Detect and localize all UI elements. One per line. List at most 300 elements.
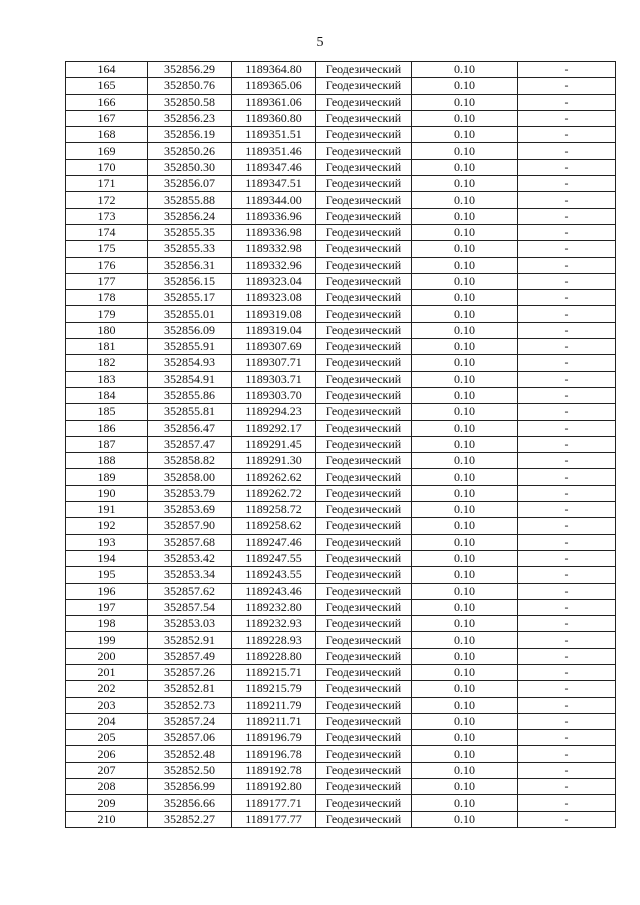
x-coordinate-cell: 352855.35 xyxy=(148,224,232,240)
description-cell: - xyxy=(518,632,616,648)
table-row xyxy=(66,746,616,762)
y-coordinate-cell: 1189258.72 xyxy=(232,502,316,518)
method-cell: Геодезический xyxy=(316,469,412,485)
table-row xyxy=(66,648,616,664)
accuracy-cell: 0.10 xyxy=(412,143,518,159)
y-coordinate-cell: 1189215.79 xyxy=(232,681,316,697)
x-coordinate-cell: 352856.31 xyxy=(148,257,232,273)
x-coordinate-cell: 352854.93 xyxy=(148,355,232,371)
method-cell: Геодезический xyxy=(316,143,412,159)
point-number-cell: 184 xyxy=(66,387,148,403)
point-number-cell: 185 xyxy=(66,404,148,420)
description-cell: - xyxy=(518,62,616,78)
method-cell: Геодезический xyxy=(316,62,412,78)
x-coordinate-cell: 352856.66 xyxy=(148,795,232,811)
x-coordinate-cell: 352853.42 xyxy=(148,550,232,566)
accuracy-cell: 0.10 xyxy=(412,339,518,355)
x-coordinate-cell: 352857.90 xyxy=(148,518,232,534)
accuracy-cell: 0.10 xyxy=(412,762,518,778)
y-coordinate-cell: 1189307.69 xyxy=(232,339,316,355)
accuracy-cell: 0.10 xyxy=(412,306,518,322)
accuracy-cell: 0.10 xyxy=(412,224,518,240)
y-coordinate-cell: 1189192.78 xyxy=(232,762,316,778)
description-cell: - xyxy=(518,795,616,811)
accuracy-cell: 0.10 xyxy=(412,355,518,371)
y-coordinate-cell: 1189232.93 xyxy=(232,616,316,632)
description-cell: - xyxy=(518,143,616,159)
point-number-cell: 187 xyxy=(66,436,148,452)
description-cell: - xyxy=(518,713,616,729)
y-coordinate-cell: 1189294.23 xyxy=(232,404,316,420)
method-cell: Геодезический xyxy=(316,306,412,322)
y-coordinate-cell: 1189323.04 xyxy=(232,273,316,289)
method-cell: Геодезический xyxy=(316,583,412,599)
description-cell: - xyxy=(518,730,616,746)
point-number-cell: 203 xyxy=(66,697,148,713)
x-coordinate-cell: 352856.23 xyxy=(148,110,232,126)
description-cell: - xyxy=(518,387,616,403)
method-cell: Геодезический xyxy=(316,599,412,615)
method-cell: Геодезический xyxy=(316,224,412,240)
point-number-cell: 204 xyxy=(66,713,148,729)
y-coordinate-cell: 1189361.06 xyxy=(232,94,316,110)
x-coordinate-cell: 352853.79 xyxy=(148,485,232,501)
x-coordinate-cell: 352852.73 xyxy=(148,697,232,713)
method-cell: Геодезический xyxy=(316,713,412,729)
table-row xyxy=(66,518,616,534)
description-cell: - xyxy=(518,404,616,420)
y-coordinate-cell: 1189307.71 xyxy=(232,355,316,371)
x-coordinate-cell: 352855.01 xyxy=(148,306,232,322)
y-coordinate-cell: 1189177.71 xyxy=(232,795,316,811)
x-coordinate-cell: 352855.81 xyxy=(148,404,232,420)
accuracy-cell: 0.10 xyxy=(412,518,518,534)
x-coordinate-cell: 352853.34 xyxy=(148,567,232,583)
description-cell: - xyxy=(518,599,616,615)
accuracy-cell: 0.10 xyxy=(412,469,518,485)
table-row xyxy=(66,306,616,322)
point-number-cell: 195 xyxy=(66,567,148,583)
description-cell: - xyxy=(518,616,616,632)
method-cell: Геодезический xyxy=(316,550,412,566)
accuracy-cell: 0.10 xyxy=(412,746,518,762)
table-row xyxy=(66,664,616,680)
description-cell: - xyxy=(518,322,616,338)
description-cell: - xyxy=(518,567,616,583)
y-coordinate-cell: 1189228.93 xyxy=(232,632,316,648)
y-coordinate-cell: 1189336.96 xyxy=(232,208,316,224)
method-cell: Геодезический xyxy=(316,110,412,126)
description-cell: - xyxy=(518,94,616,110)
table-row xyxy=(66,355,616,371)
x-coordinate-cell: 352857.24 xyxy=(148,713,232,729)
x-coordinate-cell: 352857.06 xyxy=(148,730,232,746)
point-number-cell: 193 xyxy=(66,534,148,550)
table-row xyxy=(66,387,616,403)
y-coordinate-cell: 1189291.45 xyxy=(232,436,316,452)
accuracy-cell: 0.10 xyxy=(412,616,518,632)
accuracy-cell: 0.10 xyxy=(412,62,518,78)
table-row xyxy=(66,485,616,501)
point-number-cell: 196 xyxy=(66,583,148,599)
table-row xyxy=(66,550,616,566)
x-coordinate-cell: 352857.62 xyxy=(148,583,232,599)
y-coordinate-cell: 1189347.46 xyxy=(232,159,316,175)
accuracy-cell: 0.10 xyxy=(412,159,518,175)
method-cell: Геодезический xyxy=(316,730,412,746)
description-cell: - xyxy=(518,78,616,94)
description-cell: - xyxy=(518,746,616,762)
description-cell: - xyxy=(518,697,616,713)
accuracy-cell: 0.10 xyxy=(412,404,518,420)
x-coordinate-cell: 352852.48 xyxy=(148,746,232,762)
accuracy-cell: 0.10 xyxy=(412,730,518,746)
accuracy-cell: 0.10 xyxy=(412,257,518,273)
method-cell: Геодезический xyxy=(316,502,412,518)
y-coordinate-cell: 1189291.30 xyxy=(232,453,316,469)
point-number-cell: 201 xyxy=(66,664,148,680)
description-cell: - xyxy=(518,550,616,566)
method-cell: Геодезический xyxy=(316,339,412,355)
table-row xyxy=(66,62,616,78)
accuracy-cell: 0.10 xyxy=(412,322,518,338)
accuracy-cell: 0.10 xyxy=(412,78,518,94)
x-coordinate-cell: 352856.15 xyxy=(148,273,232,289)
x-coordinate-cell: 352855.17 xyxy=(148,290,232,306)
point-number-cell: 177 xyxy=(66,273,148,289)
y-coordinate-cell: 1189303.70 xyxy=(232,387,316,403)
method-cell: Геодезический xyxy=(316,567,412,583)
point-number-cell: 209 xyxy=(66,795,148,811)
x-coordinate-cell: 352857.49 xyxy=(148,648,232,664)
accuracy-cell: 0.10 xyxy=(412,697,518,713)
point-number-cell: 197 xyxy=(66,599,148,615)
table-row xyxy=(66,159,616,175)
description-cell: - xyxy=(518,648,616,664)
point-number-cell: 175 xyxy=(66,241,148,257)
description-cell: - xyxy=(518,420,616,436)
point-number-cell: 173 xyxy=(66,208,148,224)
method-cell: Геодезический xyxy=(316,453,412,469)
x-coordinate-cell: 352855.33 xyxy=(148,241,232,257)
table-row xyxy=(66,795,616,811)
method-cell: Геодезический xyxy=(316,192,412,208)
table-row xyxy=(66,290,616,306)
method-cell: Геодезический xyxy=(316,648,412,664)
y-coordinate-cell: 1189319.08 xyxy=(232,306,316,322)
x-coordinate-cell: 352856.47 xyxy=(148,420,232,436)
description-cell: - xyxy=(518,453,616,469)
x-coordinate-cell: 352857.26 xyxy=(148,664,232,680)
method-cell: Геодезический xyxy=(316,322,412,338)
description-cell: - xyxy=(518,127,616,143)
table-row xyxy=(66,436,616,452)
point-number-cell: 198 xyxy=(66,616,148,632)
y-coordinate-cell: 1189247.46 xyxy=(232,534,316,550)
y-coordinate-cell: 1189292.17 xyxy=(232,420,316,436)
table-row xyxy=(66,420,616,436)
point-number-cell: 188 xyxy=(66,453,148,469)
table-row xyxy=(66,176,616,192)
table-row xyxy=(66,599,616,615)
method-cell: Геодезический xyxy=(316,78,412,94)
table-row xyxy=(66,224,616,240)
y-coordinate-cell: 1189332.98 xyxy=(232,241,316,257)
method-cell: Геодезический xyxy=(316,697,412,713)
method-cell: Геодезический xyxy=(316,273,412,289)
table-row xyxy=(66,143,616,159)
point-number-cell: 180 xyxy=(66,322,148,338)
accuracy-cell: 0.10 xyxy=(412,436,518,452)
x-coordinate-cell: 352853.69 xyxy=(148,502,232,518)
coordinates-table-body xyxy=(66,62,616,828)
description-cell: - xyxy=(518,485,616,501)
table-row xyxy=(66,78,616,94)
point-number-cell: 186 xyxy=(66,420,148,436)
accuracy-cell: 0.10 xyxy=(412,811,518,827)
method-cell: Геодезический xyxy=(316,159,412,175)
x-coordinate-cell: 352850.76 xyxy=(148,78,232,94)
point-number-cell: 179 xyxy=(66,306,148,322)
method-cell: Геодезический xyxy=(316,534,412,550)
description-cell: - xyxy=(518,811,616,827)
y-coordinate-cell: 1189364.80 xyxy=(232,62,316,78)
description-cell: - xyxy=(518,208,616,224)
point-number-cell: 182 xyxy=(66,355,148,371)
table-row xyxy=(66,469,616,485)
point-number-cell: 206 xyxy=(66,746,148,762)
x-coordinate-cell: 352852.91 xyxy=(148,632,232,648)
accuracy-cell: 0.10 xyxy=(412,502,518,518)
accuracy-cell: 0.10 xyxy=(412,387,518,403)
table-row xyxy=(66,453,616,469)
accuracy-cell: 0.10 xyxy=(412,567,518,583)
table-row xyxy=(66,534,616,550)
accuracy-cell: 0.10 xyxy=(412,176,518,192)
point-number-cell: 191 xyxy=(66,502,148,518)
y-coordinate-cell: 1189211.71 xyxy=(232,713,316,729)
table-row xyxy=(66,632,616,648)
method-cell: Геодезический xyxy=(316,176,412,192)
method-cell: Геодезический xyxy=(316,387,412,403)
description-cell: - xyxy=(518,273,616,289)
method-cell: Геодезический xyxy=(316,371,412,387)
description-cell: - xyxy=(518,224,616,240)
y-coordinate-cell: 1189303.71 xyxy=(232,371,316,387)
method-cell: Геодезический xyxy=(316,779,412,795)
accuracy-cell: 0.10 xyxy=(412,599,518,615)
accuracy-cell: 0.10 xyxy=(412,779,518,795)
method-cell: Геодезический xyxy=(316,795,412,811)
y-coordinate-cell: 1189336.98 xyxy=(232,224,316,240)
accuracy-cell: 0.10 xyxy=(412,713,518,729)
description-cell: - xyxy=(518,681,616,697)
point-number-cell: 167 xyxy=(66,110,148,126)
accuracy-cell: 0.10 xyxy=(412,110,518,126)
table-row xyxy=(66,762,616,778)
method-cell: Геодезический xyxy=(316,681,412,697)
accuracy-cell: 0.10 xyxy=(412,371,518,387)
accuracy-cell: 0.10 xyxy=(412,127,518,143)
x-coordinate-cell: 352855.86 xyxy=(148,387,232,403)
x-coordinate-cell: 352856.24 xyxy=(148,208,232,224)
description-cell: - xyxy=(518,355,616,371)
method-cell: Геодезический xyxy=(316,485,412,501)
method-cell: Геодезический xyxy=(316,241,412,257)
y-coordinate-cell: 1189192.80 xyxy=(232,779,316,795)
table-row xyxy=(66,110,616,126)
method-cell: Геодезический xyxy=(316,127,412,143)
x-coordinate-cell: 352854.91 xyxy=(148,371,232,387)
description-cell: - xyxy=(518,339,616,355)
method-cell: Геодезический xyxy=(316,616,412,632)
point-number-cell: 168 xyxy=(66,127,148,143)
x-coordinate-cell: 352850.30 xyxy=(148,159,232,175)
method-cell: Геодезический xyxy=(316,746,412,762)
method-cell: Геодезический xyxy=(316,355,412,371)
x-coordinate-cell: 352856.09 xyxy=(148,322,232,338)
description-cell: - xyxy=(518,469,616,485)
table-row xyxy=(66,208,616,224)
accuracy-cell: 0.10 xyxy=(412,534,518,550)
y-coordinate-cell: 1189262.72 xyxy=(232,485,316,501)
table-row xyxy=(66,713,616,729)
y-coordinate-cell: 1189347.51 xyxy=(232,176,316,192)
accuracy-cell: 0.10 xyxy=(412,632,518,648)
x-coordinate-cell: 352852.81 xyxy=(148,681,232,697)
description-cell: - xyxy=(518,779,616,795)
accuracy-cell: 0.10 xyxy=(412,583,518,599)
table-row xyxy=(66,730,616,746)
description-cell: - xyxy=(518,159,616,175)
point-number-cell: 166 xyxy=(66,94,148,110)
point-number-cell: 171 xyxy=(66,176,148,192)
point-number-cell: 174 xyxy=(66,224,148,240)
method-cell: Геодезический xyxy=(316,664,412,680)
y-coordinate-cell: 1189262.62 xyxy=(232,469,316,485)
table-row xyxy=(66,273,616,289)
table-row xyxy=(66,257,616,273)
x-coordinate-cell: 352857.47 xyxy=(148,436,232,452)
method-cell: Геодезический xyxy=(316,420,412,436)
method-cell: Геодезический xyxy=(316,436,412,452)
description-cell: - xyxy=(518,518,616,534)
y-coordinate-cell: 1189351.46 xyxy=(232,143,316,159)
description-cell: - xyxy=(518,371,616,387)
table-row xyxy=(66,127,616,143)
x-coordinate-cell: 352855.88 xyxy=(148,192,232,208)
y-coordinate-cell: 1189232.80 xyxy=(232,599,316,615)
method-cell: Геодезический xyxy=(316,404,412,420)
accuracy-cell: 0.10 xyxy=(412,485,518,501)
table-row xyxy=(66,502,616,518)
x-coordinate-cell: 352856.07 xyxy=(148,176,232,192)
point-number-cell: 205 xyxy=(66,730,148,746)
point-number-cell: 181 xyxy=(66,339,148,355)
table-row xyxy=(66,811,616,827)
accuracy-cell: 0.10 xyxy=(412,550,518,566)
x-coordinate-cell: 352856.99 xyxy=(148,779,232,795)
y-coordinate-cell: 1189243.46 xyxy=(232,583,316,599)
method-cell: Геодезический xyxy=(316,811,412,827)
method-cell: Геодезический xyxy=(316,518,412,534)
accuracy-cell: 0.10 xyxy=(412,453,518,469)
y-coordinate-cell: 1189215.71 xyxy=(232,664,316,680)
method-cell: Геодезический xyxy=(316,762,412,778)
table-row xyxy=(66,779,616,795)
coordinates-table xyxy=(65,61,616,828)
y-coordinate-cell: 1189332.96 xyxy=(232,257,316,273)
description-cell: - xyxy=(518,241,616,257)
x-coordinate-cell: 352856.29 xyxy=(148,62,232,78)
page-number: 5 xyxy=(316,35,324,50)
point-number-cell: 200 xyxy=(66,648,148,664)
y-coordinate-cell: 1189228.80 xyxy=(232,648,316,664)
method-cell: Геодезический xyxy=(316,257,412,273)
accuracy-cell: 0.10 xyxy=(412,241,518,257)
description-cell: - xyxy=(518,436,616,452)
table-row xyxy=(66,567,616,583)
method-cell: Геодезический xyxy=(316,632,412,648)
point-number-cell: 202 xyxy=(66,681,148,697)
table-row xyxy=(66,322,616,338)
y-coordinate-cell: 1189243.55 xyxy=(232,567,316,583)
x-coordinate-cell: 352858.82 xyxy=(148,453,232,469)
table-row xyxy=(66,94,616,110)
method-cell: Геодезический xyxy=(316,94,412,110)
table-row xyxy=(66,681,616,697)
point-number-cell: 207 xyxy=(66,762,148,778)
description-cell: - xyxy=(518,176,616,192)
y-coordinate-cell: 1189319.04 xyxy=(232,322,316,338)
point-number-cell: 189 xyxy=(66,469,148,485)
table-row xyxy=(66,404,616,420)
point-number-cell: 172 xyxy=(66,192,148,208)
accuracy-cell: 0.10 xyxy=(412,681,518,697)
accuracy-cell: 0.10 xyxy=(412,208,518,224)
table-row xyxy=(66,192,616,208)
y-coordinate-cell: 1189351.51 xyxy=(232,127,316,143)
description-cell: - xyxy=(518,534,616,550)
y-coordinate-cell: 1189258.62 xyxy=(232,518,316,534)
point-number-cell: 210 xyxy=(66,811,148,827)
accuracy-cell: 0.10 xyxy=(412,420,518,436)
table-row xyxy=(66,339,616,355)
point-number-cell: 176 xyxy=(66,257,148,273)
x-coordinate-cell: 352858.00 xyxy=(148,469,232,485)
method-cell: Геодезический xyxy=(316,208,412,224)
x-coordinate-cell: 352852.27 xyxy=(148,811,232,827)
description-cell: - xyxy=(518,110,616,126)
accuracy-cell: 0.10 xyxy=(412,273,518,289)
x-coordinate-cell: 352857.68 xyxy=(148,534,232,550)
point-number-cell: 178 xyxy=(66,290,148,306)
x-coordinate-cell: 352856.19 xyxy=(148,127,232,143)
y-coordinate-cell: 1189196.78 xyxy=(232,746,316,762)
accuracy-cell: 0.10 xyxy=(412,648,518,664)
point-number-cell: 192 xyxy=(66,518,148,534)
description-cell: - xyxy=(518,192,616,208)
point-number-cell: 183 xyxy=(66,371,148,387)
table-row xyxy=(66,371,616,387)
table-row xyxy=(66,241,616,257)
description-cell: - xyxy=(518,257,616,273)
x-coordinate-cell: 352850.58 xyxy=(148,94,232,110)
point-number-cell: 190 xyxy=(66,485,148,501)
y-coordinate-cell: 1189177.77 xyxy=(232,811,316,827)
y-coordinate-cell: 1189344.00 xyxy=(232,192,316,208)
description-cell: - xyxy=(518,583,616,599)
